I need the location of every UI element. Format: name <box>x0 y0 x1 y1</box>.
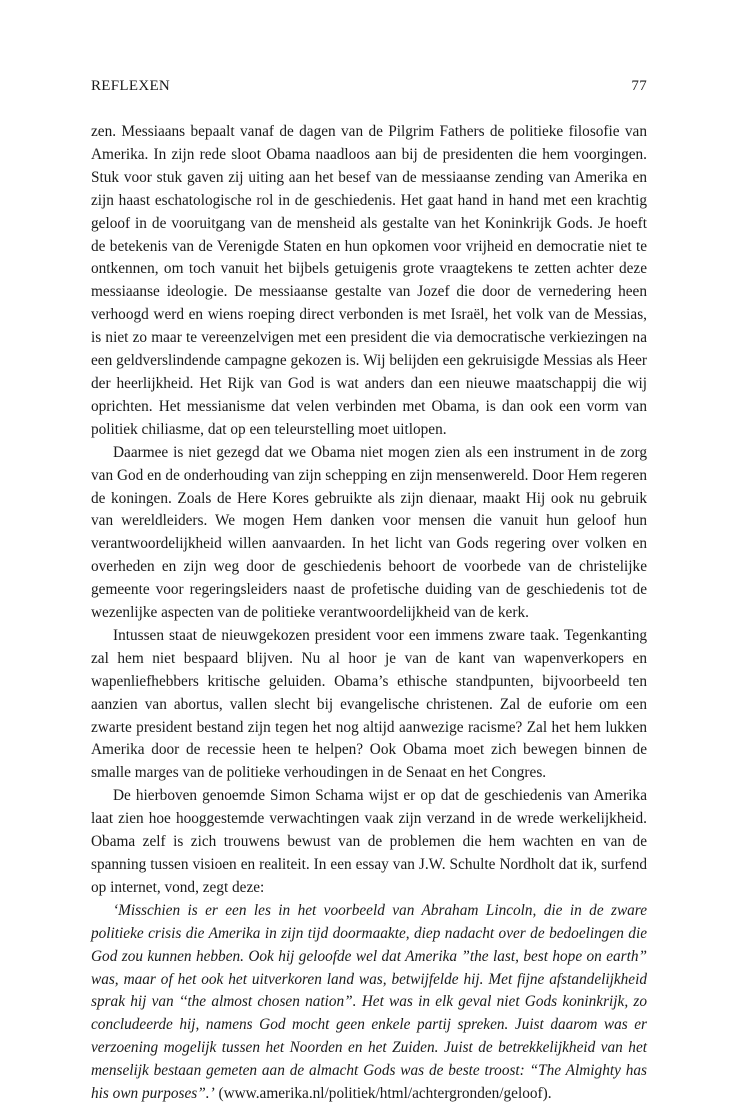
quote-text: ‘Misschien is er een les in het voorbeeld van Abraham Lincoln, die in de zware politieke crisis die Amerika in zijn tijd doormaakte, diep nadacht over de bedoelingen die God zou kunnen hebben. Ook hij geloofde wel dat Amerika ”the last, best hope on earth” was, maar of het ook het uitverkoren land was, betwijfelde hij. Met fijne afstandelijkheid sprak hij van ‘‘the almost chosen nation”. Het was in elk geval niet Gods koninkrijk, zo concludeerde hij, namens God mocht geen enkele partij spreken. Juist daarom was er verzoening mogelijk tussen het Noorden en het Zuiden. Juist de betrekkelijkheid van het menselijk bestaan gemeten aan de almacht Gods was de beste troost: “The Almighty has his own purposes”.’ <box>91 901 647 1103</box>
page-header <box>91 78 647 98</box>
body-text <box>91 121 647 1106</box>
quote-source: (www.amerika.nl/politiek/html/achtergronden/geloof). <box>214 1085 552 1103</box>
paragraph: Daarmee is niet gezegd dat we Obama niet mogen zien als een instrument in de zorg van God en de onderhouding van zijn schepping en zijn mensenwereld. Door Hem regeren de koningen. Zoals de Here Kores gebruikte als zijn dienaar, maakt Hij ook nu gebruik van wereldleiders. We mogen Hem danken voor mensen die vanuit hun geloof hun verantwoordelijkheid willen aanvaarden. In het licht van Gods regering over volken en overheden en zijn weg door de geschiedenis behoort de voorbede van de christelijke gemeente voor regeringsleiders naast de profetische duiding van de geschiedenis tot de wezenlijke aspecten van de politieke verantwoordelijkheid van de kerk. <box>91 443 647 622</box>
paragraph: zen. Messiaans bepaalt vanaf de dagen van de Pilgrim Fathers de politieke filosofie van Amerika. In zijn rede sloot Obama naadloos aan bij de presidenten die hem voorgingen. Stuk voor stuk gaven zij uiting aan het besef van de messiaanse zending van Amerika en zijn haast eschatologische rol in de geschiedenis. Het gaat hand in hand met een krachtig geloof in de vooruitgang van de mensheid als gestalte van het Koninkrijk Gods. Je hoeft de betekenis van de Verenigde Staten en hun opkomen voor vrijheid en democratie niet te ontkennen, om toch vanuit het bijbels getuigenis grote vraagtekens te zetten achter deze messiaanse ideologie. De messiaanse gestalte van Jozef die door de vernedering heen verhoogd werd en wiens roeping direct verbonden is met Israël, het volk van de Messias, is niet zo maar te vereenzelvigen met een president die via democratische verkiezingen na een geldverslindende campagne gekozen is. Wij belijden een gekruisigde Messias als Heer der heerlijkheid. Het Rijk van God is wat anders dan een nieuwe maatschappij die wij oprichten. Het messianisme dat velen verbinden met Obama, is dan ook een vorm van politiek chiliasme, dat op een teleurstelling moet uitlopen. <box>91 123 647 438</box>
page-number: 77 <box>631 78 647 94</box>
paragraph: Intussen staat de nieuwgekozen president voor een immens zware taak. Tegenkanting zal hem niet bespaard blijven. Nu al hoor je van de kant van wapenverkopers en wapenliefhebbers kritische geluiden. Obama’s ethische standpunten, bijvoorbeeld ten aanzien van abortus, vallen slecht bij evangelische christenen. Zal de euforie om een zwarte president bestand zijn tegen het nog altijd aanwezige racisme? Zal het hem lukken Amerika door de recessie heen te helpen? Ook Obama moet zich bewegen binnen de smalle marges van de politieke verhoudingen in de Senaat en het Congres. <box>91 626 647 782</box>
block-quote <box>91 900 647 1106</box>
running-head: REFLEXEN <box>91 78 171 94</box>
paragraph: De hierboven genoemde Simon Schama wijst er op dat de geschiedenis van Amerika laat zien hoe hooggestemde verwachtingen vaak zijn verzand in de wrede werkelijkheid. Obama zelf is zich trouwens bewust van de problemen die hem wachten en van de spanning tussen visioen en realiteit. In een essay van J.W. Schulte Nordholt dat ik, surfend op internet, vond, zegt deze: <box>91 787 647 896</box>
